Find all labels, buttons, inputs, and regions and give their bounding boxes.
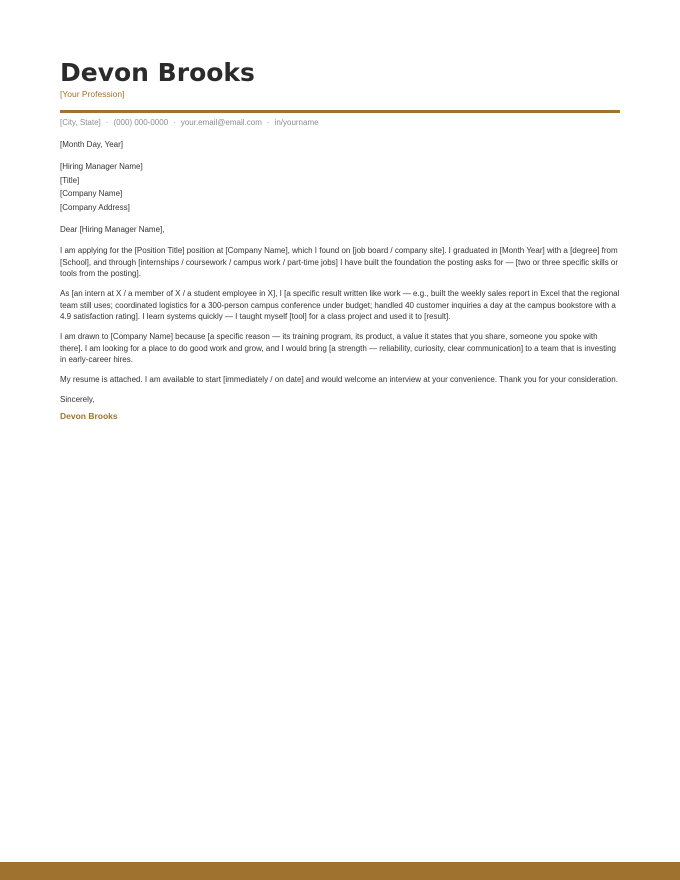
recipient-address: [Company Address] (60, 202, 130, 212)
body-paragraph-experience: As [an intern at X / a member of X / a student employee in X], I [a specific result written like work — e.g., built the weekly sales report in Excel that the regional team still uses; coordinated logistics for a 300-person campus conference under budget; handled 40 customer inquiries a day at the campus bookstore with a 4.9 satisfaction rating]. I learn systems quickly — I taught myself [tool] for a class project and used it to [result]. (60, 289, 620, 321)
contact-separator: · (105, 118, 109, 127)
contact-separator: · (266, 118, 270, 127)
body-paragraph-intro: I am applying for the [Position Title] position at [Company Name], which I found on [job board / company site]. I graduated in [Month Year] with a [degree] from [School], and through [internships / coursework / campus work / part-time jobs] I have built the foundation the posting asks for — [two or three specific skills or tools from the posting]. (60, 246, 619, 279)
recipient-block (60, 160, 620, 214)
profession-title: [Your Profession] (60, 89, 125, 99)
letter-date: [Month Day, Year] (60, 140, 123, 149)
header-divider (60, 110, 620, 113)
greeting: Dear [Hiring Manager Name], (60, 225, 165, 235)
contact-email: your.email@email.com (180, 118, 262, 127)
recipient-name: [Hiring Manager Name] (60, 162, 143, 172)
cover-letter-page (60, 58, 620, 423)
body-paragraph-closing: My resume is attached. I am available to start [immediately / on date] and would welcome an interview at your convenience. Thank you for your consideration. (60, 375, 618, 385)
contact-separator: · (173, 118, 176, 127)
body-paragraph-motivation: I am drawn to [Company Name] because [a specific reason — its training program, its product, a value it states that you share, someone you spoke with there]. I am looking for a place to do good work and grow, and I would bring [a strength — reliability, curiosity, clear communication] to a team that is investing in early-career hires. (60, 332, 616, 364)
signature: Devon Brooks (60, 410, 118, 421)
recipient-title: [Title] (60, 175, 80, 185)
footer-bar (0, 862, 680, 880)
signoff: Sincerely, (60, 395, 95, 405)
contact-phone: (000) 000-0000 (113, 118, 169, 127)
contact-location: [City, State] (60, 118, 101, 127)
contact-linkedin: in/yourname (274, 118, 319, 127)
recipient-company: [Company Name] (60, 189, 123, 199)
contact-line (60, 117, 620, 129)
applicant-name: Devon Brooks (60, 58, 255, 87)
